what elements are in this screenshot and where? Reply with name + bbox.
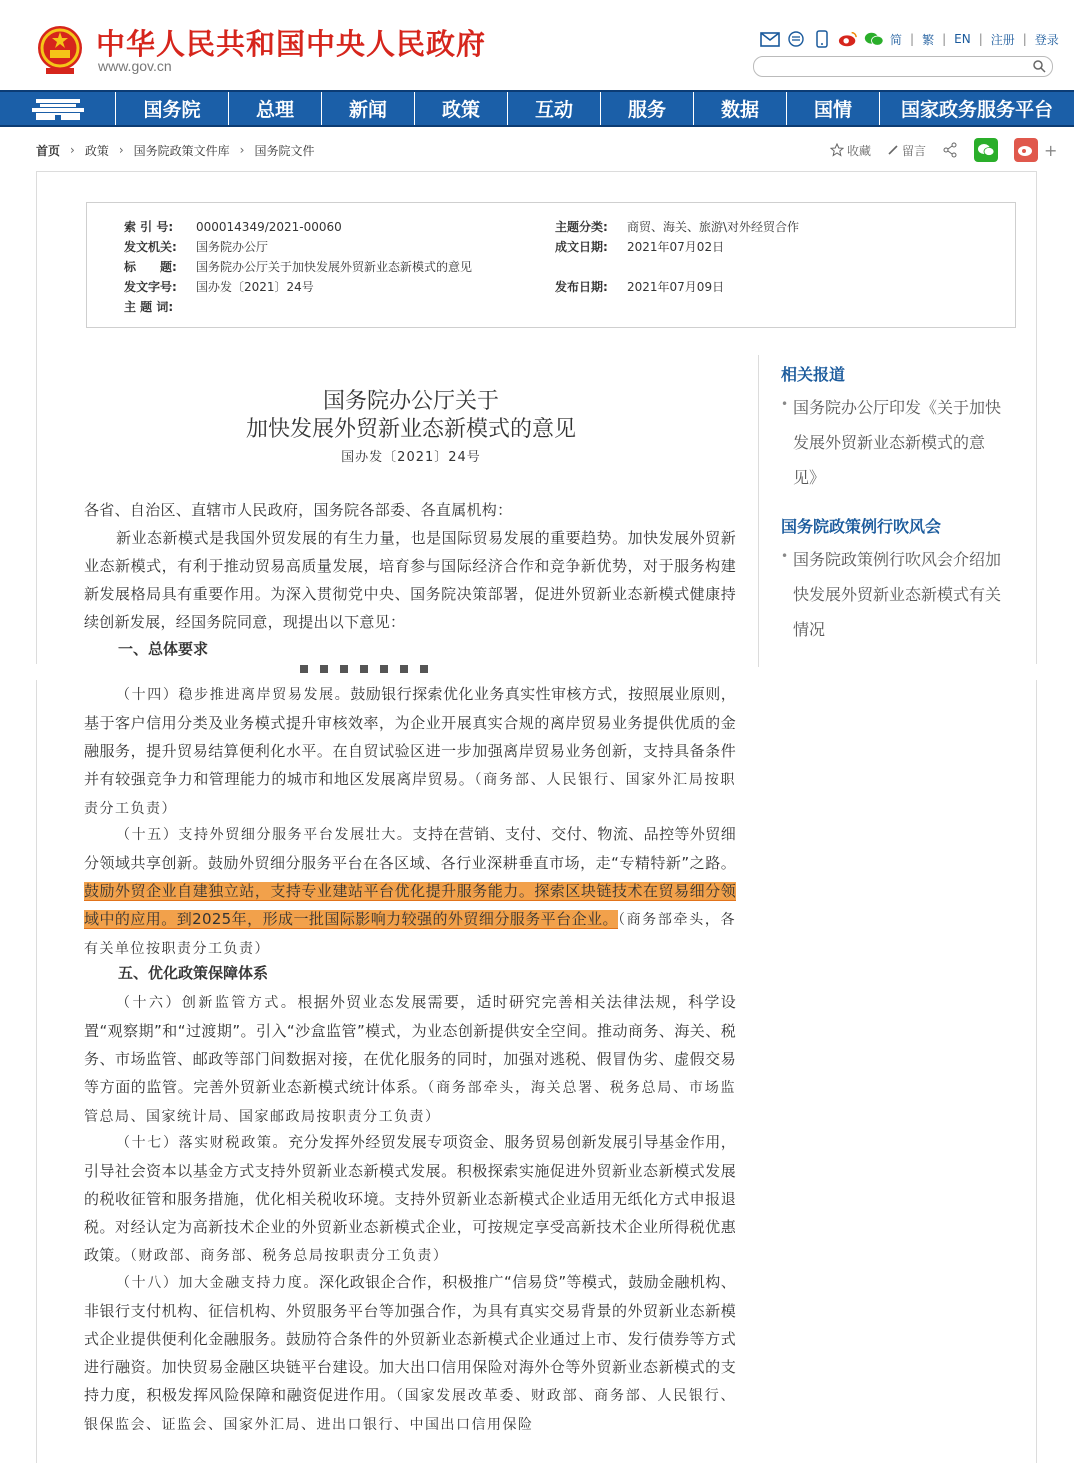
paragraph-17: （十七）落实财税政策。充分发挥外经贸发展专项资金、服务贸易创新发展引导基金作用，引导社会资本以基金方式支持外贸新业态新模式发展。积极探索实施促进外贸新业态新模式发展的税收征管和服务措施，优化相关税收环境。支持外贸新业态新模式企业适用无纸化方式申报退税。对经认定为高新技术企业的外贸新业态新模式企业，可按规定享受高新技术企业所得税优惠政策。（财政部、商务部、税务总局按职责分工负责） [84, 1133, 737, 1264]
nav-item-interaction[interactable]: 互动 [508, 92, 601, 125]
document-number: 国办发〔2021〕24号 [341, 450, 481, 465]
section-1-heading: 一、总体要求 [118, 640, 209, 658]
separator: | [942, 32, 947, 46]
nav-item-state-council[interactable]: 国务院 [116, 92, 229, 125]
dot[interactable] [400, 665, 408, 673]
chevron-right-icon: › [239, 143, 245, 157]
dot[interactable] [340, 665, 348, 673]
weibo-icon [1017, 143, 1035, 157]
breadcrumb [36, 141, 315, 159]
share-button[interactable] [942, 142, 958, 158]
mobile-icon[interactable] [812, 30, 832, 48]
nav-home[interactable] [0, 92, 116, 125]
dot[interactable] [420, 665, 428, 673]
chevron-right-icon: › [118, 143, 124, 157]
bullet: • [781, 397, 789, 411]
paragraph-15: （十五）支持外贸细分服务平台发展壮大。支持在营销、支付、交付、物流、品控等外贸细分领域共享创新。鼓励外贸细分服务平台在各区域、各行业深耕垂直市场，走“专精特新”之路。鼓励外贸企业自建独立站，支持专业建站平台优化提升服务能力。探索区块链技术在贸易细分领域中的应用。到2025年，形成一批国际影响力较强的外贸细分服务平台企业。（商务部牵头，各有关单位按职责分工负责） [84, 825, 737, 957]
favorite-label: 收藏 [847, 143, 872, 158]
simplified-link[interactable]: 简 [890, 32, 903, 47]
weibo-icon[interactable] [838, 30, 858, 48]
traditional-link[interactable]: 繁 [922, 32, 935, 47]
main-nav [0, 90, 1074, 127]
paragraph-16: （十六）创新监管方式。根据外贸业态发展需要，适时研究完善相关法律法规，科学设置“观察期”和“过渡期”。引入“沙盒监管”模式，为业态创新提供安全空间。推动商务、海关、税务、市场监管、邮政等部门间数据对接，在优化服务的同时，加强对逃税、假冒伪劣、虚假交易等方面的监管。完善外贸新业态新模式统计体系。（商务部牵头，海关总署、税务总局、市场监管总局、国家统计局、国家邮政局按职责分工负责） [84, 993, 737, 1125]
dot[interactable] [360, 665, 368, 673]
sidebar-related-heading[interactable]: 相关报道 [781, 365, 846, 384]
info-keywords: 主 题 词: [124, 300, 174, 314]
search-input[interactable] [753, 56, 1053, 77]
chevron-right-icon: › [70, 143, 75, 157]
mail-icon[interactable] [760, 30, 780, 48]
breadcrumb-home[interactable]: 首页 [36, 143, 61, 158]
comment-label: 留言 [902, 143, 927, 158]
search-icon[interactable] [1032, 59, 1046, 73]
nav-item-news[interactable]: 新闻 [322, 92, 415, 125]
nav-item-data[interactable]: 数据 [694, 92, 787, 125]
highlighted-text[interactable]: 鼓励外贸企业自建独立站，支持专业建站平台优化提升服务能力。探索区块链技术在贸易细分领域中的应用。到2025年，形成一批国际影响力较强的外贸细分服务平台企业。 [84, 882, 736, 928]
document-title-line2: 加快发展外贸新业态新模式的意见 [245, 417, 576, 442]
separator: | [1022, 32, 1027, 46]
nav-item-service[interactable]: 服务 [601, 92, 694, 125]
site-title[interactable]: 中华人民共和国中央人民政府 [96, 27, 487, 61]
separator: | [910, 32, 915, 46]
site-header [0, 0, 1074, 90]
separator: | [978, 32, 983, 46]
rss-icon[interactable] [786, 30, 806, 48]
register-link[interactable]: 注册 [990, 32, 1015, 47]
wechat-icon [977, 143, 995, 157]
nav-item-premier[interactable]: 总理 [229, 92, 322, 125]
sidebar-related-link[interactable]: 国务院办公厅印发《关于加快发展外贸新业态新模式的意见》 [793, 398, 1002, 487]
paragraph-18: （十八）加大金融支持力度。深化政银企合作，积极推广“信易贷”等模式，鼓励金融机构、非银行支付机构、征信机构、外贸服务平台等加强合作，为具有真实交易背景的外贸新业态新模式企业提供便利化金融服务。鼓励符合条件的外贸新业态新模式企业通过上市、发行债券等方式进行融资。加快贸易金融区块链平台建设。加大出口信用保险对海外仓等外贸新业态新模式的支持力度，积极发挥风险保障和融资促进作用。（国家发展改革委、财政部、商务部、人民银行、银保监会、证监会、国家外汇局、进出口银行、中国出口信用保险 [84, 1273, 736, 1433]
sidebar [758, 355, 1016, 667]
nav-item-national-info[interactable]: 国情 [787, 92, 880, 125]
share-icon [942, 142, 958, 158]
breadcrumb-policy[interactable]: 政策 [84, 143, 109, 158]
wechat-share-button[interactable] [974, 138, 998, 162]
share-bar [830, 138, 1057, 162]
info-published-date: 发布日期: 2021年07月09日 [555, 280, 725, 294]
section-5-heading: 五、优化政策保障体系 [118, 964, 269, 982]
info-topic: 主题分类: 商贸、海关、旅游\对外经贸合作 [555, 220, 800, 234]
favorite-button[interactable] [830, 142, 871, 159]
comment-button[interactable] [887, 142, 926, 159]
dot[interactable] [320, 665, 328, 673]
info-written-date: 成文日期: 2021年07月02日 [555, 240, 725, 254]
paragraph-14: （十四）稳步推进离岸贸易发展。鼓励银行探索优化业务真实性审核方式，按照展业原则，基于客户信用分类及业务模式提升审核效率，为企业开展真实合规的离岸贸易业务提供优质的金融服务，提升贸易结算便利化水平。在自贸试验区进一步加强离岸贸易业务创新，支持具备条件并有较强竞争力和管理能力的城市和地区发展离岸贸易。（商务部、人民银行、国家外汇局按职责分工负责） [84, 685, 736, 817]
dot[interactable] [300, 665, 308, 673]
breadcrumb-state-council-docs[interactable]: 国务院文件 [254, 143, 315, 158]
dot[interactable] [380, 665, 388, 673]
breadcrumb-policy-library[interactable]: 国务院政策文件库 [133, 143, 230, 158]
emblem-icon[interactable] [36, 24, 84, 76]
salutation: 各省、自治区、直辖市人民政府，国务院各部委、各直属机构： [84, 501, 513, 519]
info-index-no: 索 引 号: 000014349/2021-00060 [124, 220, 342, 234]
weibo-share-button[interactable] [1014, 138, 1038, 162]
sidebar-briefing-link[interactable]: 国务院政策例行吹风会介绍加快发展外贸新业态新模式有关情况 [793, 550, 1002, 639]
pagination-dots [300, 665, 428, 673]
nav-item-policy[interactable]: 政策 [415, 92, 508, 125]
english-link[interactable]: EN [954, 32, 971, 46]
login-link[interactable]: 登录 [1034, 32, 1059, 47]
top-tools [760, 28, 1059, 50]
info-doc-no: 发文字号: 国办发〔2021〕24号 [124, 280, 314, 294]
tiananmen-icon [30, 96, 86, 122]
info-title: 标 题: 国务院办公厅关于加快发展外贸新业态新模式的意见 [124, 260, 473, 274]
star-icon [830, 143, 844, 157]
more-share-button[interactable]: + [1044, 140, 1058, 160]
nav-item-gov-service-platform[interactable]: 国家政务服务平台 [900, 99, 1053, 121]
document-title-line1: 国务院办公厅关于 [322, 389, 499, 414]
site-url[interactable]: www.gov.cn [98, 58, 172, 74]
sidebar-briefing-heading[interactable]: 国务院政策例行吹风会 [781, 517, 942, 536]
info-issuer: 发文机关: 国务院办公厅 [124, 240, 269, 254]
bullet: • [781, 549, 789, 563]
wechat-icon[interactable] [864, 30, 884, 48]
pen-icon [887, 144, 899, 156]
intro-paragraph: 新业态新模式是我国外贸发展的有生力量，也是国际贸易发展的重要趋势。加快发展外贸新业态新模式，有利于推动贸易高质量发展，培育参与国际经济合作和竞争新优势，对于服务构建新发展格局具有重要作用。为深入贯彻党中央、国务院决策部署，促进外贸新业态新模式健康持续创新发展，经国务院同意，现提出以下意见： [84, 529, 736, 631]
